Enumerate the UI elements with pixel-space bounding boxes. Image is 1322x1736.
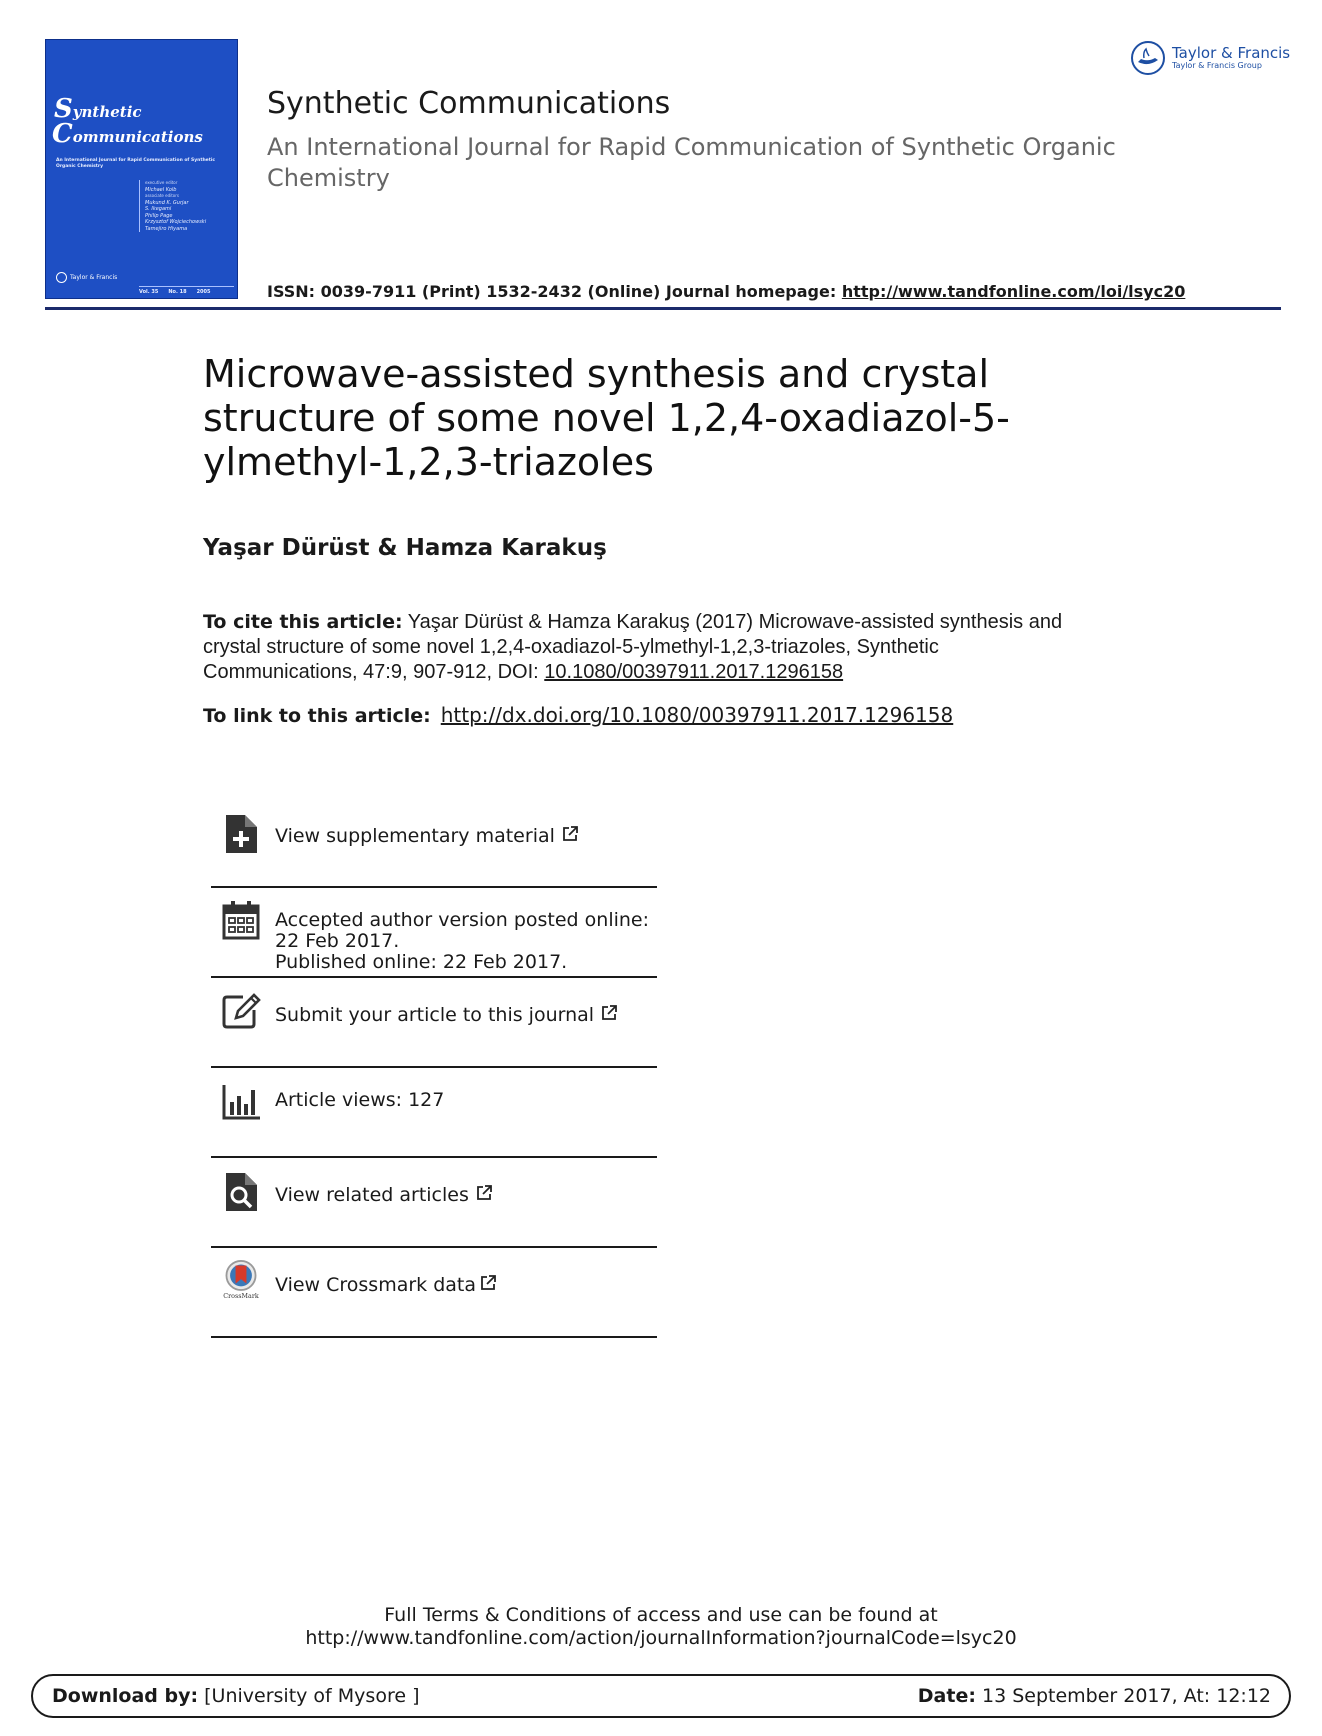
terms-and-conditions: Full Terms & Conditions of access and use can be found at http://www.tandfonline.com/action/journalInformation?journalCode=lsyc20 [0,1604,1322,1650]
published-date: Published online: 22 Feb 2017. [275,951,568,973]
crossmark-item[interactable] [211,1248,657,1338]
issn-line: ISSN: 0039-7911 (Print) 1532-2432 (Online) Journal homepage: http://www.tandfonline.com/loi/lsyc20 [267,282,1186,301]
article-views-count: Article views: 127 [275,1089,445,1111]
publisher-group: Taylor & Francis Group [1172,61,1262,70]
supplementary-material-item[interactable] [211,800,657,888]
submit-article-link[interactable]: Submit your article to this journal [275,1004,595,1026]
crossmark-logo-text: CrossMark [223,1293,259,1300]
citation-doi-link[interactable]: 10.1080/00397911.2017.1296158 [544,661,844,683]
external-link-icon [475,1184,493,1202]
supplementary-material-link[interactable]: View supplementary material [275,825,555,847]
download-by: Download by: [University of Mysore ] [52,1685,420,1707]
citation-label: To cite this article: [203,611,403,633]
cover-title: Synthetic Communications [52,94,203,149]
journal-cover-image [45,39,238,299]
external-link-icon [479,1274,497,1292]
related-articles-link[interactable]: View related articles [275,1184,469,1206]
article-views-item [211,1068,657,1158]
external-link-icon [561,825,579,843]
download-info-bar [31,1674,1291,1718]
edit-pencil-icon [221,990,261,1030]
taylor-francis-lamp-icon [1130,40,1166,76]
cover-editors: executive editor Michael Kolb associate editors Mukund K. Gurjar S. Ikegami Philip Page Krzysztof Wojciechowski Tamejiro Hiyama [139,180,235,232]
calendar-icon [221,900,261,940]
search-document-icon [221,1172,261,1212]
article-title: Microwave-assisted synthesis and crystal structure of some novel 1,2,4-oxadiazol-5-ylmethyl-1,2,3-triazoles [203,352,1010,484]
publication-dates-item [211,888,657,978]
taylor-francis-logo[interactable] [1130,40,1290,76]
article-info-list [211,800,657,1338]
article-authors: Yaşar Dürüst & Hamza Karakuş [203,535,607,561]
journal-homepage-link[interactable]: http://www.tandfonline.com/loi/lsyc20 [841,282,1186,301]
bar-chart-icon [221,1082,261,1122]
header-divider [45,307,1281,310]
article-doi-url-link[interactable]: http://dx.doi.org/10.1080/00397911.2017.1296158 [440,703,954,727]
journal-title: Synthetic Communications [267,86,671,121]
article-link-label: To link to this article: [203,705,431,727]
crossmark-icon [221,1260,261,1300]
publisher-ring-icon [56,272,67,283]
cover-subtitle: An International Journal for Rapid Communication of Synthetic Organic Chemistry [56,158,216,169]
external-link-icon [600,1004,618,1022]
accepted-date: Accepted author version posted online: 22 Feb 2017. [275,909,650,952]
file-plus-icon [221,814,261,854]
journal-subtitle: An International Journal for Rapid Communication of Synthetic Organic Chemistry [267,133,1116,192]
cover-volume: Vol. 35 No. 18 2005 [139,286,234,295]
submit-article-item[interactable] [211,978,657,1068]
related-articles-item[interactable] [211,1158,657,1248]
publisher-name: Taylor & Francis [1172,44,1291,62]
crossmark-link[interactable]: View Crossmark data [275,1274,477,1296]
download-date: Date: 13 September 2017, At: 12:12 [917,1685,1271,1707]
terms-url[interactable]: http://www.tandfonline.com/action/journalInformation?journalCode=lsyc20 [305,1627,1017,1649]
cover-publisher: Taylor & Francis [56,272,117,283]
article-link-line [203,703,953,727]
citation-block: To cite this article: Yaşar Dürüst & Hamza Karakuş (2017) Microwave-assisted synthesis and crystal structure of some novel 1,2,4-oxadiazol-5-ylmethyl-1,2,3-triazoles, Synthetic Communications, 47:9, 907-912, DOI: 10.1080/00397911.2017.1296158 [203,611,1063,683]
